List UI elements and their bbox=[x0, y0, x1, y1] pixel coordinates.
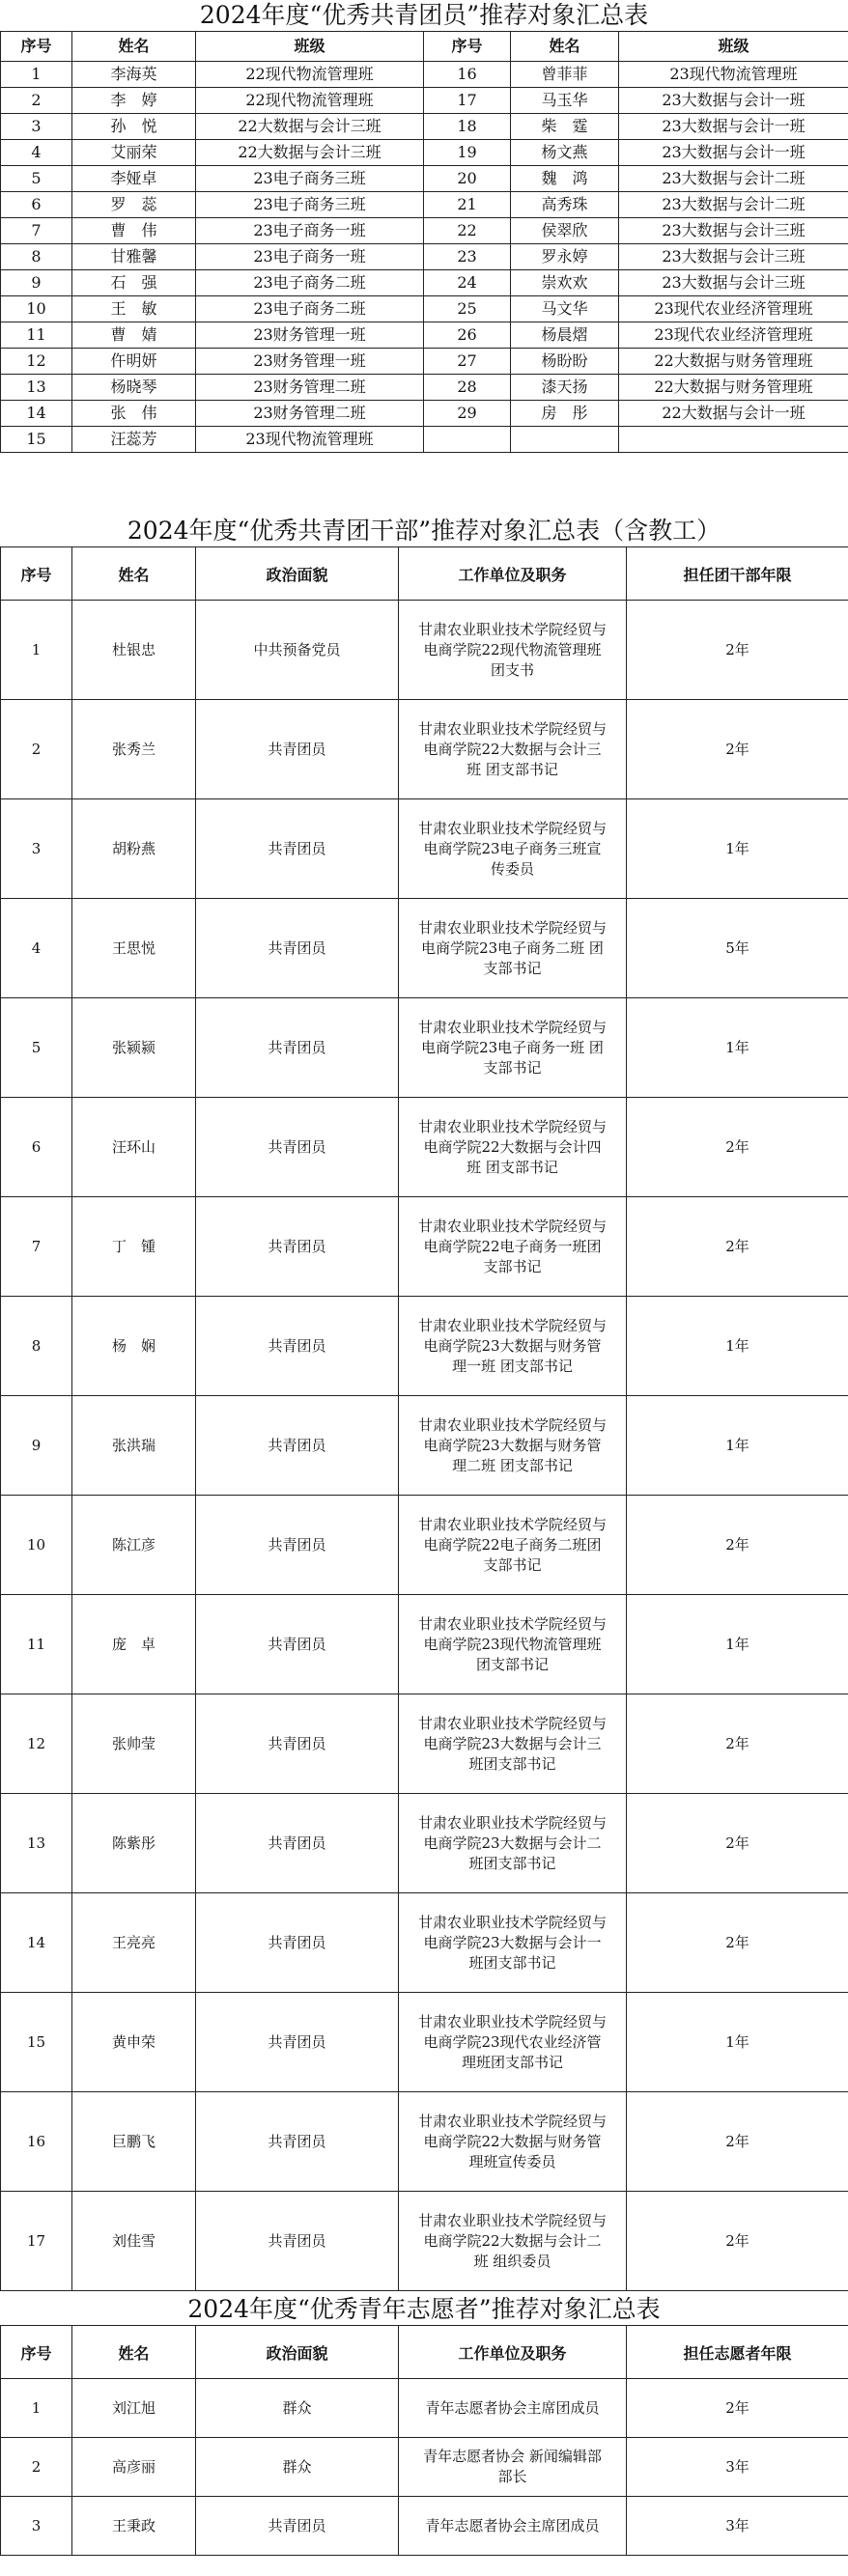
row-no: 9 bbox=[1, 1396, 72, 1496]
row-name: 刘江旭 bbox=[72, 2379, 196, 2438]
row-no: 13 bbox=[1, 375, 72, 401]
table-row bbox=[1, 1396, 848, 1496]
row-years: 2年 bbox=[627, 1098, 848, 1197]
table-row bbox=[1, 2497, 848, 2556]
row-years: 5年 bbox=[627, 899, 848, 998]
row-name: 庞 卓 bbox=[72, 1595, 196, 1694]
row-political-status: 共青团员 bbox=[196, 2092, 399, 2192]
table-row bbox=[1, 349, 848, 375]
table-row bbox=[1, 401, 848, 427]
row-unit-position-text: 甘肃农业职业技术学院经贸与电商学院22大数据与会计四班 团支部书记 bbox=[417, 1117, 607, 1176]
row-class: 23大数据与会计三班 bbox=[619, 244, 848, 270]
row-unit-position-text: 青年志愿者协会主席团成员 bbox=[425, 2516, 600, 2534]
header-class-2: 班级 bbox=[619, 32, 848, 62]
row-class: 22现代物流管理班 bbox=[196, 88, 424, 114]
row-unit-position bbox=[399, 700, 627, 799]
row-class: 23大数据与会计二班 bbox=[619, 192, 848, 218]
table-row bbox=[1, 1893, 848, 1993]
row-name: 王 敏 bbox=[72, 296, 196, 322]
row-no: 21 bbox=[424, 192, 511, 218]
row-class: 23电子商务三班 bbox=[196, 166, 424, 192]
row-name: 马玉华 bbox=[511, 88, 619, 114]
row-name: 杜银忠 bbox=[72, 601, 196, 700]
row-unit-position bbox=[399, 998, 627, 1098]
volunteer-table-title: 2024年度“优秀青年志愿者”推荐对象汇总表 bbox=[187, 2295, 661, 2323]
row-no: 26 bbox=[424, 322, 511, 349]
table-row bbox=[1, 1794, 848, 1893]
row-unit-position bbox=[399, 2192, 627, 2291]
row-class: 23大数据与会计一班 bbox=[619, 140, 848, 166]
row-unit-position bbox=[399, 1993, 627, 2092]
row-class: 23电子商务二班 bbox=[196, 296, 424, 322]
row-name: 杨盼盼 bbox=[511, 349, 619, 375]
row-no: 7 bbox=[1, 218, 72, 244]
row-class: 23现代物流管理班 bbox=[196, 427, 424, 453]
row-class: 23现代农业经济管理班 bbox=[619, 296, 848, 322]
row-class: 22大数据与财务管理班 bbox=[619, 349, 848, 375]
empty-cell bbox=[619, 427, 848, 453]
row-years: 2年 bbox=[627, 1893, 848, 1993]
row-no: 3 bbox=[1, 799, 72, 899]
row-unit-position bbox=[399, 1694, 627, 1794]
cadre-table bbox=[0, 546, 848, 2291]
row-political-status: 共青团员 bbox=[196, 1496, 399, 1595]
row-no: 29 bbox=[424, 401, 511, 427]
row-name: 李娅卓 bbox=[72, 166, 196, 192]
row-class: 23大数据与会计三班 bbox=[619, 270, 848, 296]
row-years: 1年 bbox=[627, 1595, 848, 1694]
row-years: 2年 bbox=[627, 2192, 848, 2291]
row-no: 15 bbox=[1, 427, 72, 453]
table-row bbox=[1, 899, 848, 998]
empty-cell bbox=[511, 427, 619, 453]
row-class: 22大数据与财务管理班 bbox=[619, 375, 848, 401]
row-no: 2 bbox=[1, 2438, 72, 2497]
row-no: 15 bbox=[1, 1993, 72, 2092]
table-row bbox=[1, 140, 848, 166]
row-name: 胡粉燕 bbox=[72, 799, 196, 899]
row-political-status: 共青团员 bbox=[196, 899, 399, 998]
row-political-status: 群众 bbox=[196, 2438, 399, 2497]
row-political-status: 共青团员 bbox=[196, 1794, 399, 1893]
header-no: 序号 bbox=[1, 2326, 72, 2379]
row-unit-position-text: 甘肃农业职业技术学院经贸与电商学院23电子商务二班 团支部书记 bbox=[417, 918, 607, 977]
member-table-title: 2024年度“优秀共青团员”推荐对象汇总表 bbox=[199, 1, 649, 29]
row-name: 杨 娴 bbox=[72, 1297, 196, 1396]
row-name: 曾菲菲 bbox=[511, 62, 619, 88]
row-no: 14 bbox=[1, 1893, 72, 1993]
header-no-2: 序号 bbox=[424, 32, 511, 62]
row-years: 1年 bbox=[627, 1297, 848, 1396]
row-unit-position-text: 青年志愿者协会 新闻编辑部部长 bbox=[423, 2448, 602, 2485]
row-no: 4 bbox=[1, 899, 72, 998]
header-political-status: 政治面貌 bbox=[196, 2326, 399, 2379]
row-name: 张 伟 bbox=[72, 401, 196, 427]
volunteer-table-header bbox=[1, 2326, 848, 2379]
row-no: 11 bbox=[1, 1595, 72, 1694]
row-no: 18 bbox=[424, 114, 511, 140]
row-name: 李海英 bbox=[72, 62, 196, 88]
row-years: 2年 bbox=[627, 2379, 848, 2438]
header-no: 序号 bbox=[1, 547, 72, 601]
row-class: 23财务管理一班 bbox=[196, 349, 424, 375]
row-years: 1年 bbox=[627, 799, 848, 899]
row-name: 王秉政 bbox=[72, 2497, 196, 2556]
table-row bbox=[1, 166, 848, 192]
header-name: 姓名 bbox=[72, 32, 196, 62]
row-name: 黄申荣 bbox=[72, 1993, 196, 2092]
row-name: 刘佳雪 bbox=[72, 2192, 196, 2291]
table-row bbox=[1, 270, 848, 296]
row-unit-position-text: 甘肃农业职业技术学院经贸与电商学院22电子商务一班团支部书记 bbox=[417, 1217, 607, 1275]
row-no: 3 bbox=[1, 2497, 72, 2556]
row-name: 杨晓琴 bbox=[72, 375, 196, 401]
table-row bbox=[1, 1297, 848, 1396]
table-row bbox=[1, 2092, 848, 2192]
row-name: 陈江彦 bbox=[72, 1496, 196, 1595]
volunteer-section bbox=[0, 2294, 848, 2556]
row-no: 10 bbox=[1, 296, 72, 322]
row-unit-position-text: 甘肃农业职业技术学院经贸与电商学院23电子商务三班宣传委员 bbox=[417, 819, 607, 878]
row-class: 22现代物流管理班 bbox=[196, 62, 424, 88]
row-class: 22大数据与会计三班 bbox=[196, 140, 424, 166]
row-unit-position-text: 甘肃农业职业技术学院经贸与电商学院22大数据与会计三班 团支部书记 bbox=[417, 719, 607, 778]
row-name: 马文华 bbox=[511, 296, 619, 322]
row-no: 28 bbox=[424, 375, 511, 401]
table-row bbox=[1, 700, 848, 799]
empty-cell bbox=[424, 427, 511, 453]
row-unit-position bbox=[399, 1595, 627, 1694]
row-years: 1年 bbox=[627, 998, 848, 1098]
row-no: 2 bbox=[1, 700, 72, 799]
row-political-status: 共青团员 bbox=[196, 1098, 399, 1197]
row-unit-position bbox=[399, 601, 627, 700]
row-political-status: 共青团员 bbox=[196, 1197, 399, 1297]
row-no: 17 bbox=[424, 88, 511, 114]
table-row bbox=[1, 2192, 848, 2291]
row-no: 4 bbox=[1, 140, 72, 166]
header-name-2: 姓名 bbox=[511, 32, 619, 62]
row-no: 7 bbox=[1, 1197, 72, 1297]
row-no: 23 bbox=[424, 244, 511, 270]
row-years: 2年 bbox=[627, 1794, 848, 1893]
row-unit-position-text: 甘肃农业职业技术学院经贸与电商学院23大数据与财务管理一班 团支部书记 bbox=[417, 1316, 607, 1375]
row-unit-position-text: 甘肃农业职业技术学院经贸与电商学院22大数据与财务管理班宣传委员 bbox=[417, 2112, 607, 2170]
row-political-status: 共青团员 bbox=[196, 1893, 399, 1993]
row-no: 22 bbox=[424, 218, 511, 244]
row-name: 罗 蕊 bbox=[72, 192, 196, 218]
row-class: 22大数据与会计三班 bbox=[196, 114, 424, 140]
header-unit-position: 工作单位及职务 bbox=[399, 2326, 627, 2379]
table-row bbox=[1, 192, 848, 218]
cadre-table-header bbox=[1, 547, 848, 601]
row-unit-position-text: 甘肃农业职业技术学院经贸与电商学院22电子商务二班团支部书记 bbox=[417, 1515, 607, 1574]
row-name: 张颍颍 bbox=[72, 998, 196, 1098]
table-row bbox=[1, 88, 848, 114]
row-unit-position bbox=[399, 2438, 627, 2497]
row-name: 柴 霆 bbox=[511, 114, 619, 140]
row-unit-position-text: 甘肃农业职业技术学院经贸与电商学院23现代物流管理班团支部书记 bbox=[417, 1614, 607, 1673]
row-class: 23财务管理一班 bbox=[196, 322, 424, 349]
row-name: 巨鹏飞 bbox=[72, 2092, 196, 2192]
row-political-status: 中共预备党员 bbox=[196, 601, 399, 700]
row-years: 3年 bbox=[627, 2438, 848, 2497]
row-political-status: 共青团员 bbox=[196, 1993, 399, 2092]
row-no: 13 bbox=[1, 1794, 72, 1893]
row-name: 王思悦 bbox=[72, 899, 196, 998]
row-no: 2 bbox=[1, 88, 72, 114]
row-no: 8 bbox=[1, 244, 72, 270]
row-name: 罗永婷 bbox=[511, 244, 619, 270]
row-no: 10 bbox=[1, 1496, 72, 1595]
row-no: 17 bbox=[1, 2192, 72, 2291]
table-row bbox=[1, 1098, 848, 1197]
table-row bbox=[1, 1993, 848, 2092]
row-name: 崇欢欢 bbox=[511, 270, 619, 296]
row-political-status: 共青团员 bbox=[196, 799, 399, 899]
row-unit-position bbox=[399, 1197, 627, 1297]
row-name: 王亮亮 bbox=[72, 1893, 196, 1993]
row-no: 11 bbox=[1, 322, 72, 349]
row-class: 23大数据与会计二班 bbox=[619, 166, 848, 192]
row-no: 25 bbox=[424, 296, 511, 322]
row-political-status: 共青团员 bbox=[196, 1694, 399, 1794]
table-row bbox=[1, 114, 848, 140]
row-class: 23现代农业经济管理班 bbox=[619, 322, 848, 349]
row-years: 2年 bbox=[627, 1197, 848, 1297]
table-row bbox=[1, 998, 848, 1098]
table-row bbox=[1, 1595, 848, 1694]
row-name: 甘雅馨 bbox=[72, 244, 196, 270]
row-unit-position-text: 青年志愿者协会主席团成员 bbox=[425, 2398, 600, 2417]
header-unit-position: 工作单位及职务 bbox=[399, 547, 627, 601]
row-no: 12 bbox=[1, 349, 72, 375]
row-class: 22大数据与会计一班 bbox=[619, 401, 848, 427]
row-name: 张秀兰 bbox=[72, 700, 196, 799]
row-years: 2年 bbox=[627, 2092, 848, 2192]
row-no: 14 bbox=[1, 401, 72, 427]
row-unit-position bbox=[399, 1794, 627, 1893]
row-unit-position-text: 甘肃农业职业技术学院经贸与电商学院23大数据与会计三班团支部书记 bbox=[417, 1714, 607, 1773]
row-no: 9 bbox=[1, 270, 72, 296]
row-name: 杨文燕 bbox=[511, 140, 619, 166]
row-unit-position bbox=[399, 799, 627, 899]
row-unit-position bbox=[399, 2092, 627, 2192]
row-unit-position-text: 甘肃农业职业技术学院经贸与电商学院23现代农业经济管理班团支部书记 bbox=[417, 2012, 607, 2071]
row-unit-position bbox=[399, 2497, 627, 2556]
row-class: 23大数据与会计一班 bbox=[619, 88, 848, 114]
member-table-header bbox=[1, 32, 848, 62]
row-unit-position bbox=[399, 1098, 627, 1197]
row-unit-position-text: 甘肃农业职业技术学院经贸与电商学院23大数据与财务管理二班 团支部书记 bbox=[417, 1415, 607, 1474]
row-no: 8 bbox=[1, 1297, 72, 1396]
row-years: 2年 bbox=[627, 1496, 848, 1595]
row-no: 16 bbox=[1, 2092, 72, 2192]
table-row bbox=[1, 1496, 848, 1595]
row-political-status: 共青团员 bbox=[196, 1297, 399, 1396]
row-no: 5 bbox=[1, 166, 72, 192]
table-row bbox=[1, 2379, 848, 2438]
row-no: 16 bbox=[424, 62, 511, 88]
row-no: 5 bbox=[1, 998, 72, 1098]
row-name: 汪蕊芳 bbox=[72, 427, 196, 453]
header-name: 姓名 bbox=[72, 547, 196, 601]
row-unit-position bbox=[399, 1496, 627, 1595]
row-years: 2年 bbox=[627, 1694, 848, 1794]
table-row bbox=[1, 427, 848, 453]
table-row bbox=[1, 2438, 848, 2497]
row-class: 23电子商务二班 bbox=[196, 270, 424, 296]
row-name: 高秀珠 bbox=[511, 192, 619, 218]
row-political-status: 共青团员 bbox=[196, 2497, 399, 2556]
table-row bbox=[1, 218, 848, 244]
header-political-status: 政治面貌 bbox=[196, 547, 399, 601]
header-years: 担任志愿者年限 bbox=[627, 2326, 848, 2379]
header-name: 姓名 bbox=[72, 2326, 196, 2379]
row-no: 24 bbox=[424, 270, 511, 296]
header-years: 担任团干部年限 bbox=[627, 547, 848, 601]
row-no: 20 bbox=[424, 166, 511, 192]
member-section bbox=[0, 0, 848, 453]
table-row bbox=[1, 62, 848, 88]
table-row bbox=[1, 322, 848, 349]
row-unit-position bbox=[399, 1396, 627, 1496]
table-row bbox=[1, 601, 848, 700]
row-unit-position-text: 甘肃农业职业技术学院经贸与电商学院23大数据与会计二班团支部书记 bbox=[417, 1813, 607, 1872]
cadre-table-title: 2024年度“优秀共青团干部”推荐对象汇总表（含教工） bbox=[127, 517, 721, 545]
row-no: 3 bbox=[1, 114, 72, 140]
row-name: 房 彤 bbox=[511, 401, 619, 427]
row-unit-position-text: 甘肃农业职业技术学院经贸与电商学院23电子商务一班 团支部书记 bbox=[417, 1018, 607, 1077]
row-class: 23电子商务一班 bbox=[196, 218, 424, 244]
row-years: 1年 bbox=[627, 1396, 848, 1496]
row-class: 23大数据与会计三班 bbox=[619, 218, 848, 244]
row-name: 曹 婧 bbox=[72, 322, 196, 349]
row-class: 23大数据与会计一班 bbox=[619, 114, 848, 140]
row-no: 1 bbox=[1, 62, 72, 88]
row-no: 1 bbox=[1, 601, 72, 700]
row-name: 侯翠欣 bbox=[511, 218, 619, 244]
row-class: 23现代物流管理班 bbox=[619, 62, 848, 88]
row-no: 27 bbox=[424, 349, 511, 375]
row-class: 23财务管理二班 bbox=[196, 375, 424, 401]
row-class: 23财务管理二班 bbox=[196, 401, 424, 427]
row-name: 漆天扬 bbox=[511, 375, 619, 401]
row-name: 杨晨熠 bbox=[511, 322, 619, 349]
member-table bbox=[0, 31, 848, 453]
row-unit-position-text: 甘肃农业职业技术学院经贸与电商学院22现代物流管理班团支书 bbox=[417, 620, 607, 679]
row-years: 2年 bbox=[627, 700, 848, 799]
row-name: 汪环山 bbox=[72, 1098, 196, 1197]
row-name: 张帅莹 bbox=[72, 1694, 196, 1794]
row-years: 1年 bbox=[627, 1993, 848, 2092]
row-name: 丁 锺 bbox=[72, 1197, 196, 1297]
row-political-status: 共青团员 bbox=[196, 700, 399, 799]
table-row bbox=[1, 375, 848, 401]
cadre-section bbox=[0, 516, 848, 2291]
row-name: 仵明妍 bbox=[72, 349, 196, 375]
row-class: 23电子商务一班 bbox=[196, 244, 424, 270]
row-no: 1 bbox=[1, 2379, 72, 2438]
row-name: 高彦丽 bbox=[72, 2438, 196, 2497]
row-political-status: 共青团员 bbox=[196, 1595, 399, 1694]
row-name: 石 强 bbox=[72, 270, 196, 296]
row-unit-position bbox=[399, 899, 627, 998]
row-political-status: 群众 bbox=[196, 2379, 399, 2438]
row-no: 6 bbox=[1, 1098, 72, 1197]
table-row bbox=[1, 244, 848, 270]
row-name: 张洪瑞 bbox=[72, 1396, 196, 1496]
row-no: 19 bbox=[424, 140, 511, 166]
header-no: 序号 bbox=[1, 32, 72, 62]
row-political-status: 共青团员 bbox=[196, 1396, 399, 1496]
table-row bbox=[1, 1694, 848, 1794]
row-name: 艾丽荣 bbox=[72, 140, 196, 166]
row-class: 23电子商务三班 bbox=[196, 192, 424, 218]
row-unit-position bbox=[399, 2379, 627, 2438]
row-years: 2年 bbox=[627, 601, 848, 700]
row-name: 孙 悦 bbox=[72, 114, 196, 140]
row-political-status: 共青团员 bbox=[196, 998, 399, 1098]
row-unit-position-text: 甘肃农业职业技术学院经贸与电商学院23大数据与会计一班团支部书记 bbox=[417, 1913, 607, 1972]
table-row bbox=[1, 799, 848, 899]
header-class: 班级 bbox=[196, 32, 424, 62]
row-name: 李 婷 bbox=[72, 88, 196, 114]
row-name: 曹 伟 bbox=[72, 218, 196, 244]
row-unit-position bbox=[399, 1893, 627, 1993]
table-row bbox=[1, 1197, 848, 1297]
row-no: 12 bbox=[1, 1694, 72, 1794]
table-row bbox=[1, 296, 848, 322]
row-name: 魏 鸿 bbox=[511, 166, 619, 192]
row-unit-position-text: 甘肃农业职业技术学院经贸与电商学院22大数据与会计二班 组织委员 bbox=[417, 2211, 607, 2270]
row-years: 3年 bbox=[627, 2497, 848, 2556]
row-unit-position bbox=[399, 1297, 627, 1396]
row-no: 6 bbox=[1, 192, 72, 218]
row-political-status: 共青团员 bbox=[196, 2192, 399, 2291]
volunteer-table bbox=[0, 2325, 848, 2556]
row-name: 陈紫彤 bbox=[72, 1794, 196, 1893]
